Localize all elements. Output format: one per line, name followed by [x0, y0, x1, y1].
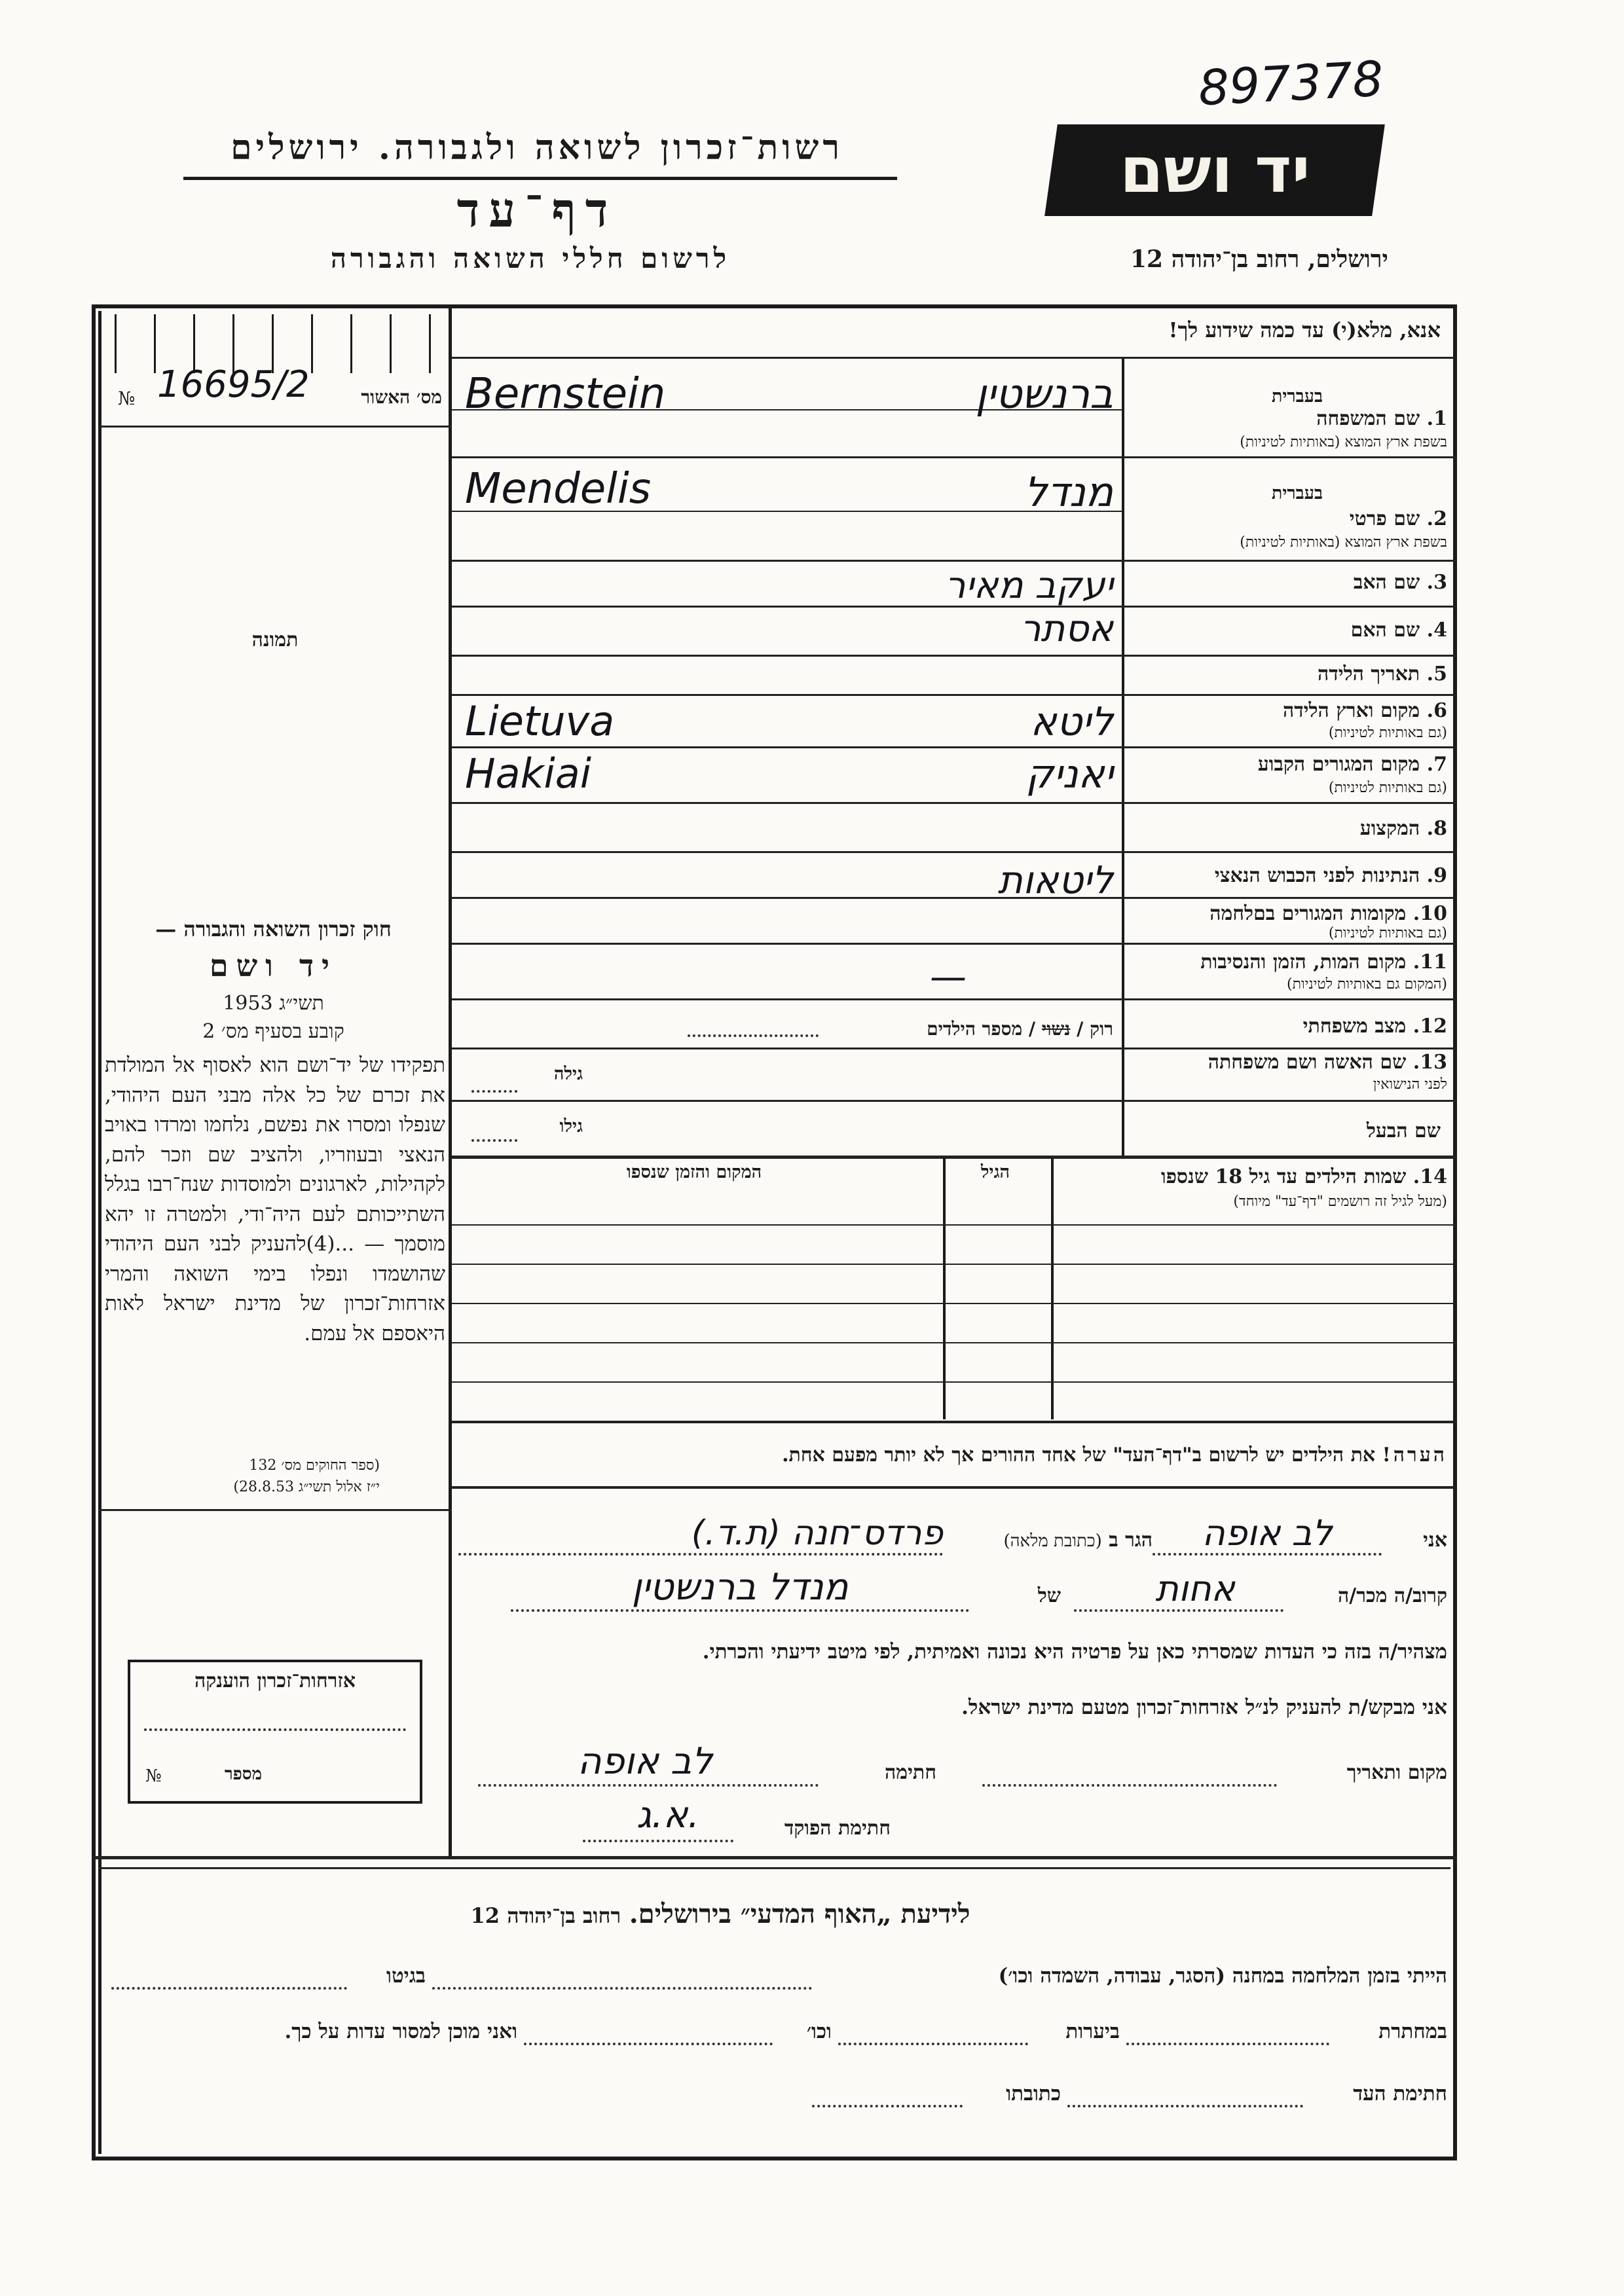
citizenship-no-sign: №	[145, 1766, 162, 1786]
field-4-text: שם האם	[1350, 619, 1420, 642]
marital-children: מספר הילדים	[927, 1018, 1023, 1040]
field-13-sub: לפני הנישואין	[1373, 1076, 1447, 1093]
field-10-sub: (גם באותיות לטיניות)	[1328, 925, 1447, 941]
authority-name: רשות־זכרון לשואה ולגבורה. ירושלים	[231, 128, 843, 168]
field-12-text: מצב משפחתי	[1302, 1015, 1407, 1038]
photo-label: תמונה	[251, 629, 299, 651]
decl-statement-1: מצהיר/ה בזה כי העדות שמסרתי כאן על פרטיה היא נכונה ואמיתית, לפי מיטב ידיעתי והכרתי.	[702, 1640, 1447, 1664]
field-1-tag: בעברית	[1271, 386, 1323, 407]
bottom-line-3-b: כתובתו	[1006, 2082, 1061, 2105]
bottom-line-2-d: ואני מוכן למסור עדות על כך.	[284, 2020, 517, 2043]
field-2-num: 2.	[1426, 507, 1447, 530]
decl-signature-value: לב אופה	[577, 1740, 713, 1783]
field-3-hebrew: יעקב מאיר	[944, 564, 1113, 607]
decl-of: של	[1037, 1584, 1061, 1607]
field-6-num: 6.	[1426, 699, 1447, 722]
field-2-sub: בשפת ארץ המוצא (באותיות לטיניות)	[1240, 534, 1447, 551]
field-12-label	[1126, 1015, 1447, 1038]
decl-relation-value: אחות	[1155, 1568, 1235, 1609]
field-5-text: תאריך הלידה	[1318, 663, 1420, 685]
note-text: את הילדים יש לרשום ב"דף־העד" של אחד ההורים אך לא יותר מפעם אחת.	[782, 1444, 1376, 1467]
field-5-label	[1126, 663, 1447, 685]
field-13-num: 13.	[1412, 1051, 1447, 1074]
field-2-hebrew: מנדל	[1024, 468, 1113, 516]
field-4-hebrew: אסתר	[1020, 608, 1113, 650]
children-num: 14.	[1412, 1165, 1447, 1188]
field-1-hebrew: ברנשטין	[975, 370, 1113, 418]
field-3-label	[1126, 571, 1447, 594]
field-8-label	[1126, 817, 1447, 840]
field-4-num: 4.	[1426, 619, 1447, 642]
field-2-text: שם פרטי	[1349, 507, 1420, 530]
decl-of-value: מנדל ברנשטין	[631, 1566, 849, 1609]
law-name: יד ושם	[209, 948, 338, 983]
husband-label: שם הבעל	[1366, 1120, 1441, 1142]
field-9-num: 9.	[1426, 864, 1447, 887]
children-col-age: הגיל	[980, 1162, 1010, 1182]
field-3-text: שם האב	[1353, 571, 1420, 594]
field-2-tag: בעברית	[1271, 483, 1323, 503]
law-ref-2: י״ז אלול תשי״ג 28.8.53)	[233, 1479, 380, 1495]
field-8-text: המקצוע	[1359, 817, 1420, 840]
field-1-num: 1.	[1426, 407, 1447, 430]
field-9-text: הנתינות לפני הכבוש הנאצי	[1214, 864, 1420, 887]
approval-label: מס׳ האשור	[361, 386, 442, 408]
decl-statement-2: אני מבקש/ת להעניק לנ״ל אזרחות־זכרון מטעם מדינת ישראל.	[961, 1696, 1447, 1719]
approval-number: 16695/2	[157, 363, 310, 406]
law-ref-1: (ספר החוקים מס׳ 132	[249, 1457, 380, 1474]
law-year-num: 1953	[223, 992, 273, 1015]
bottom-title	[262, 1899, 1179, 1929]
instruction-text: אנא, מלא(י) עד כמה שידוע לך!	[1168, 318, 1441, 342]
decl-resides	[943, 1529, 1153, 1552]
field-1-label	[1126, 407, 1447, 430]
bottom-line-1-b: בגיטו	[386, 1964, 426, 1988]
marital-single: רוק	[1090, 1018, 1113, 1040]
marital-options: רוק / נשוי / מספר הילדים	[927, 1018, 1113, 1040]
field-3-num: 3.	[1426, 571, 1447, 594]
law-title: חוק זכרון השואה והגבורה —	[155, 917, 392, 941]
decl-address-value: פרדס־חנה (ת.ד.)	[691, 1514, 943, 1553]
field-7-hebrew: יאניק	[1025, 752, 1113, 797]
field-6-label	[1126, 699, 1447, 722]
marital-married: נשוי	[1041, 1018, 1071, 1040]
law-text: תפקידו של יד־ושם הוא לאסוף אל המולדת את זכרם של כל אלה מבני העם היהודי, שנפלו ומסרו את נפשם, נלחמו ומרדו באויב הנאצי ובעוזריו, ולהציב שם וזכר להם, לקהילות, לארגונים ולמוסדות שנח־רבו בגלל השתייכותם לעם היה־ודי, ולמטרה זו יהא מוסמך — ...(4)להעניק לבני העם היהודי שהושמדו ונפלו בימי השואה והמרי אזרחות־זכרון של מדינת ישראל לאות היאספם אל עמם.	[105, 1053, 445, 1345]
bottom-title-text: לידיעת „האוף המדעי״ בירושלים.	[629, 1899, 970, 1929]
decl-officer-label: חתימת הפוקד	[784, 1817, 891, 1840]
law-section: קובע בסעיף מס׳ 2	[202, 1020, 344, 1043]
field-9-hebrew: ליטאות	[997, 858, 1113, 902]
decl-i: אני	[1423, 1529, 1447, 1552]
field-2-latin: Mendelis	[465, 465, 652, 513]
note-label: הערה!	[1382, 1444, 1447, 1467]
children-sub: (מעל לגיל זה רושמים "דף־עד" מיוחד)	[1233, 1194, 1447, 1210]
decl-i-value: לב אופה	[1202, 1512, 1333, 1554]
husband-age-label: גילו	[559, 1116, 583, 1137]
field-1-latin: Bernstein	[465, 370, 666, 418]
field-11-sub: (המקום גם באותיות לטיניות)	[1287, 976, 1447, 993]
field-6-sub: (גם באותיות לטיניות)	[1328, 725, 1447, 741]
field-6-latin: Lietuva	[465, 697, 615, 745]
field-13-label	[1126, 1051, 1447, 1074]
law-year	[105, 992, 442, 1015]
field-11-dash: —	[930, 956, 967, 998]
bottom-line-1	[105, 1964, 1447, 1988]
bottom-address: רחוב בן־יהודה 12	[470, 1903, 621, 1928]
stamp-number: 897378	[1196, 50, 1385, 117]
bottom-line-2-c: וכו׳	[806, 2020, 832, 2043]
approval-no-sign: №	[118, 388, 136, 409]
bottom-line-3-a: חתימת העד	[1353, 2082, 1447, 2105]
field-7-latin: Hakiai	[465, 750, 591, 797]
decl-relative: קרוב/ה מכר/ה	[1338, 1584, 1447, 1607]
decl-address-hint: (כתובת מלאה)	[1003, 1531, 1102, 1551]
children-col-place: המקום והזמן שנספו	[626, 1162, 762, 1182]
decl-officer-value: א.ג.	[636, 1794, 700, 1836]
field-7-num: 7.	[1426, 753, 1447, 776]
field-2-label	[1126, 507, 1447, 530]
field-5-num: 5.	[1426, 663, 1447, 685]
field-1-text: שם המשפחה	[1316, 407, 1420, 430]
yad-vashem-logo	[1044, 124, 1385, 216]
field-11-text: מקום המות, הזמן והנסיבות	[1200, 951, 1407, 974]
field-7-text: מקום המגורים הקבוע	[1257, 753, 1420, 776]
field-6-hebrew: ליטא	[1030, 699, 1113, 745]
header-address: ירושלים, רחוב בן־יהודה 12	[1130, 246, 1388, 273]
field-8-num: 8.	[1426, 817, 1447, 840]
logo-text: יד ושם	[1119, 134, 1310, 207]
field-12-num: 12.	[1412, 1015, 1447, 1038]
bottom-line-2-a: במחתרת	[1378, 2020, 1447, 2043]
bottom-line-1-a: הייתי בזמן המלחמה במחנה (הסגר, עבודה, השמדה וכו׳)	[998, 1964, 1447, 1988]
field-7-sub: (גם באותיות לטיניות)	[1328, 780, 1447, 796]
decl-place-date: מקום ותאריך	[1346, 1761, 1447, 1784]
field-1-sub: בשפת ארץ המוצא (באותיות לטיניות)	[1240, 434, 1447, 450]
form-subtitle: לרשום חללי השואה והגבורה	[330, 242, 731, 274]
children-title	[1051, 1165, 1447, 1188]
field-10-num: 10.	[1412, 902, 1447, 925]
form-title: דף־עד	[456, 182, 618, 238]
field-6-text: מקום וארץ הלידה	[1282, 699, 1420, 722]
decl-signature-label: חתימה	[885, 1761, 936, 1784]
field-13-text: שם האשה ושם משפחתה	[1208, 1051, 1407, 1074]
citizenship-number-label: מספר	[224, 1764, 262, 1784]
field-11-label	[1126, 951, 1447, 974]
field-4-label	[1126, 619, 1447, 642]
note-row	[471, 1444, 1447, 1467]
children-title-text: שמות הילדים עד גיל 18 שנספו	[1160, 1165, 1407, 1188]
decl-resides-text: הגר ב	[1109, 1529, 1153, 1552]
bottom-line-2-b: ביערות	[1065, 2020, 1120, 2043]
field-11-num: 11.	[1412, 951, 1447, 974]
citizenship-title: אזרחות־זכרון הוענקה	[194, 1669, 356, 1692]
field-10-label	[1126, 902, 1447, 925]
wife-age-label: גילה	[553, 1064, 583, 1084]
field-10-text: מקומות המגורים בםלחמה	[1209, 902, 1407, 925]
field-7-label	[1126, 753, 1447, 776]
law-year-he: תשי״ג	[279, 992, 324, 1015]
field-9-label	[1126, 864, 1447, 887]
